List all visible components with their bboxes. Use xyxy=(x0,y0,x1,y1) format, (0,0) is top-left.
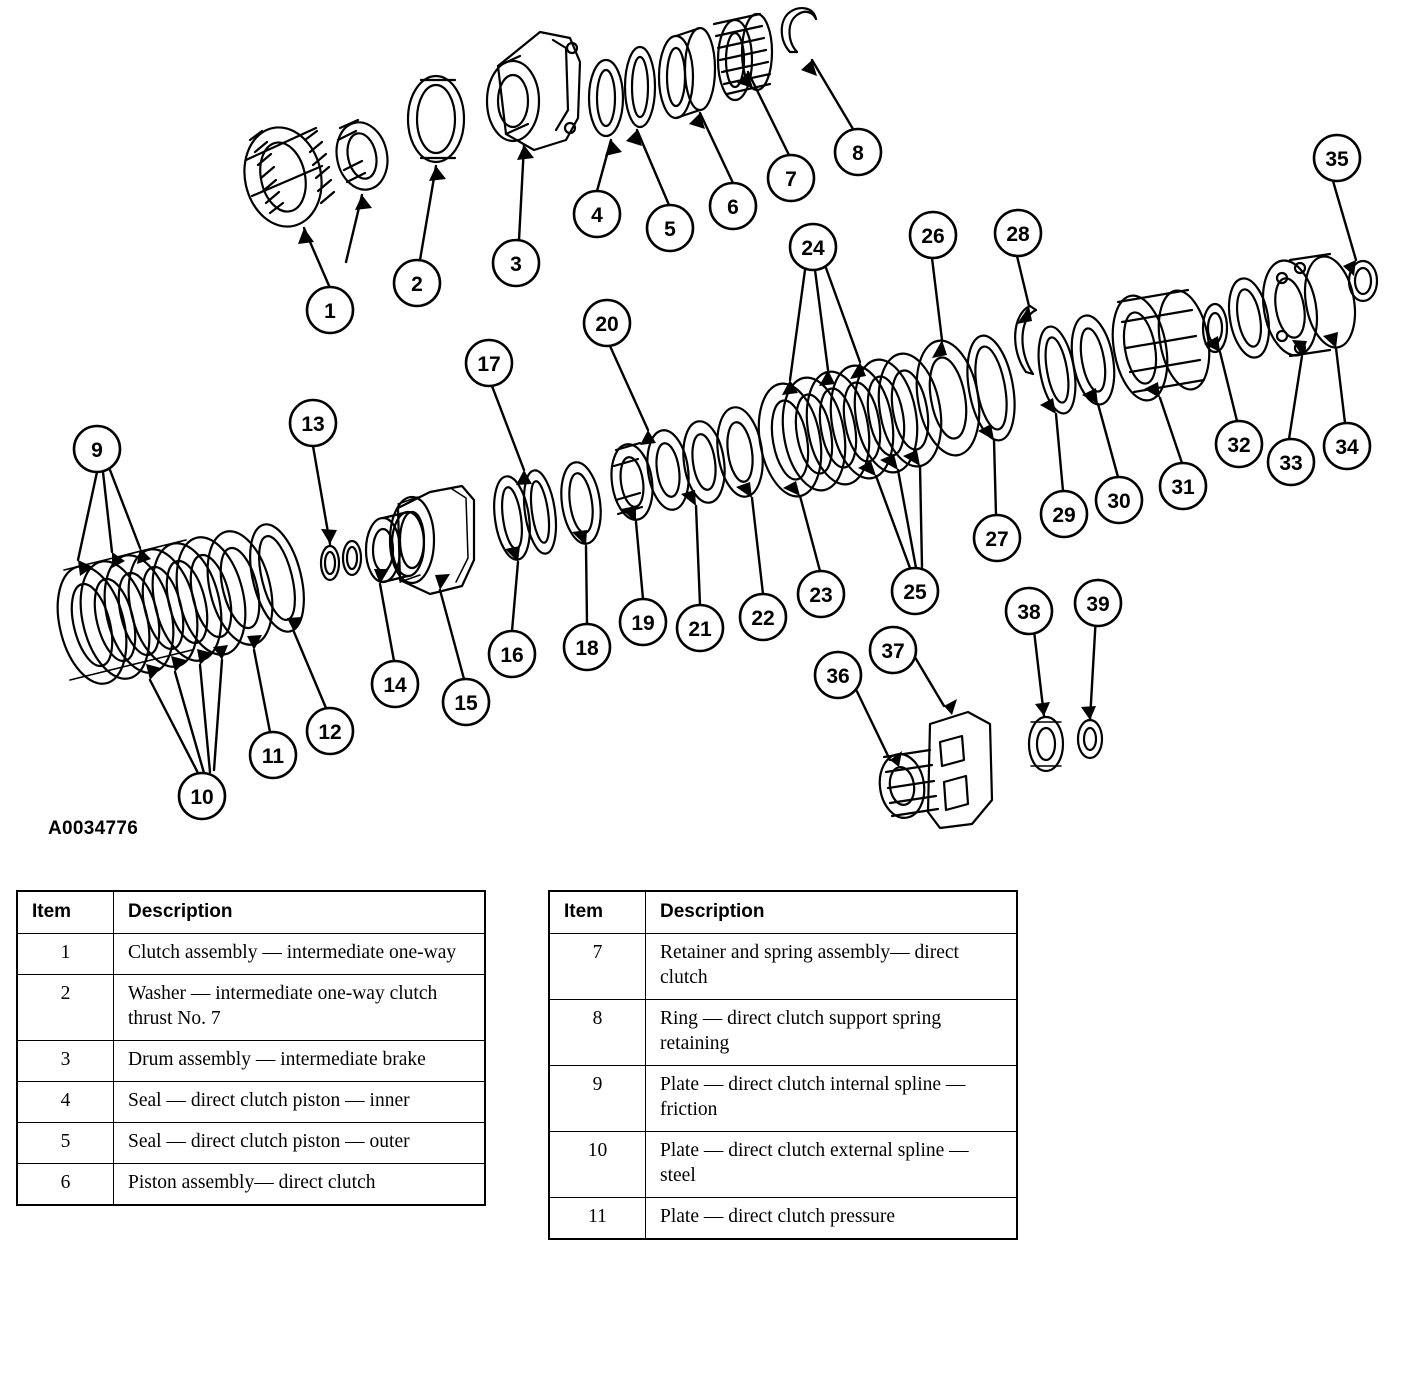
callout-29 xyxy=(1041,491,1087,537)
callout-17 xyxy=(466,340,512,386)
callout-37 xyxy=(870,627,916,673)
column-header-description: Description xyxy=(114,891,486,934)
part-item-number: 7 xyxy=(549,934,646,1000)
callout-number: 19 xyxy=(631,612,655,635)
part-description: Clutch assembly — intermediate one-way xyxy=(114,934,486,975)
part-description: Plate — direct clutch pressure xyxy=(646,1197,1018,1238)
table-row xyxy=(549,1132,1017,1198)
table-row xyxy=(549,1197,1017,1238)
callout-number: 29 xyxy=(1052,504,1076,527)
part-item-number: 5 xyxy=(17,1123,114,1164)
callout-number: 22 xyxy=(751,607,775,630)
part-description: Retainer and spring assembly— direct clutch xyxy=(646,934,1018,1000)
table-row xyxy=(17,1164,485,1205)
callout-19 xyxy=(620,599,666,645)
callout-number: 11 xyxy=(261,745,285,768)
part-14-hub xyxy=(366,512,424,582)
callout-number: 35 xyxy=(1325,148,1349,171)
table-row xyxy=(17,934,485,975)
part-item-number: 10 xyxy=(549,1132,646,1198)
callout-number: 27 xyxy=(985,528,1009,551)
table-row xyxy=(549,1000,1017,1066)
callout-number: 12 xyxy=(318,721,342,744)
part-item-number: 6 xyxy=(17,1164,114,1205)
part-13-washers xyxy=(321,541,361,580)
callout-number: 6 xyxy=(727,196,739,219)
callout-27 xyxy=(974,515,1020,561)
callout-number: 2 xyxy=(411,273,423,296)
table-row xyxy=(549,934,1017,1000)
callout-22 xyxy=(740,594,786,640)
callout-34 xyxy=(1324,423,1370,469)
callout-12 xyxy=(307,708,353,754)
part-26-plate xyxy=(908,336,987,461)
callout-number: 13 xyxy=(301,413,325,436)
figure-id-label: A0034776 xyxy=(48,818,139,839)
part-description: Seal — direct clutch piston — outer xyxy=(114,1123,486,1164)
part-15-cylinder-assembly xyxy=(390,486,474,594)
callout-number: 4 xyxy=(591,204,603,227)
table-row xyxy=(549,1066,1017,1132)
callout-20 xyxy=(584,300,630,346)
callout-number: 36 xyxy=(826,665,850,688)
callout-25 xyxy=(892,568,938,614)
callout-35 xyxy=(1314,135,1360,181)
callout-39 xyxy=(1075,580,1121,626)
callout-number: 24 xyxy=(801,237,825,260)
callout-number: 17 xyxy=(477,353,501,376)
callout-number: 26 xyxy=(921,225,945,248)
callout-number: 15 xyxy=(454,692,478,715)
callout-number: 39 xyxy=(1086,593,1110,616)
callout-2 xyxy=(394,260,440,306)
table-row xyxy=(17,975,485,1041)
callout-33 xyxy=(1268,439,1314,485)
part-31-knurled-drum xyxy=(1105,287,1216,405)
callout-number: 8 xyxy=(852,142,864,165)
column-header-item: Item xyxy=(549,891,646,934)
callout-7 xyxy=(768,155,814,201)
callout-number: 7 xyxy=(785,168,797,191)
part-item-number: 9 xyxy=(549,1066,646,1132)
callout-4 xyxy=(574,191,620,237)
callout-number: 21 xyxy=(688,618,712,641)
callout-number: 32 xyxy=(1227,434,1251,457)
callout-24 xyxy=(790,224,836,270)
callout-number: 33 xyxy=(1279,452,1303,475)
table-header-row xyxy=(17,891,485,934)
callout-number: 34 xyxy=(1335,436,1359,459)
callout-36 xyxy=(815,652,861,698)
callout-number: 14 xyxy=(383,674,407,697)
callout-number: 16 xyxy=(500,644,524,667)
callout-number: 9 xyxy=(91,439,103,462)
callout-23 xyxy=(798,571,844,617)
table-row xyxy=(17,1041,485,1082)
part-item-number: 3 xyxy=(17,1041,114,1082)
part-description: Ring — direct clutch support spring retaining xyxy=(646,1000,1018,1066)
callout-number: 18 xyxy=(575,637,599,660)
part-item-number: 11 xyxy=(549,1197,646,1238)
part-7-retainer-spring xyxy=(714,14,772,100)
callout-13 xyxy=(290,400,336,446)
callout-9 xyxy=(74,426,120,472)
leader-lines xyxy=(78,60,1356,773)
table-row xyxy=(17,1082,485,1123)
callout-26 xyxy=(910,212,956,258)
callout-18 xyxy=(564,624,610,670)
part-item-number: 2 xyxy=(17,975,114,1041)
part-5-outer-seal xyxy=(625,47,655,127)
parts-table-left xyxy=(16,890,486,1206)
part-item-number: 4 xyxy=(17,1082,114,1123)
column-header-description: Description xyxy=(646,891,1018,934)
callout-number: 20 xyxy=(595,313,619,336)
parts-table-right xyxy=(548,890,1018,1240)
part-description: Washer — intermediate one-way clutch thrust No. 7 xyxy=(114,975,486,1041)
callout-14 xyxy=(372,661,418,707)
callout-8 xyxy=(835,129,881,175)
callout-31 xyxy=(1160,463,1206,509)
part-description: Plate — direct clutch external spline — steel xyxy=(646,1132,1018,1198)
part-description: Plate — direct clutch internal spline — friction xyxy=(646,1066,1018,1132)
column-header-item: Item xyxy=(17,891,114,934)
part-12-ring xyxy=(240,519,313,637)
callout-1 xyxy=(307,287,353,333)
part-1-one-way-clutch xyxy=(235,120,334,234)
part-description: Piston assembly— direct clutch xyxy=(114,1164,486,1205)
callout-21 xyxy=(677,605,723,651)
part-33-ring xyxy=(1223,275,1274,360)
callout-number: 10 xyxy=(190,786,214,809)
part-3-drum-assembly xyxy=(487,32,580,150)
callout-3 xyxy=(493,240,539,286)
part-34-carrier xyxy=(1256,253,1362,360)
callout-number: 25 xyxy=(903,581,927,604)
callout-28 xyxy=(995,210,1041,256)
callout-30 xyxy=(1096,477,1142,523)
table-row xyxy=(17,1123,485,1164)
part-2-thrust-washer xyxy=(330,118,393,195)
part-2b-ring xyxy=(408,76,464,162)
part-38-washer xyxy=(1029,717,1063,771)
part-item-number: 8 xyxy=(549,1000,646,1066)
part-description: Drum assembly — intermediate brake xyxy=(114,1041,486,1082)
part-4-inner-seal xyxy=(589,60,623,136)
callout-6 xyxy=(710,183,756,229)
callout-number: 31 xyxy=(1171,476,1195,499)
callout-number: 30 xyxy=(1107,490,1131,513)
part-39-washer xyxy=(1078,720,1102,758)
callout-5 xyxy=(647,205,693,251)
callout-number: 37 xyxy=(881,640,905,663)
callout-10 xyxy=(179,773,225,819)
part-6-piston-assembly xyxy=(659,28,715,118)
callout-number: 3 xyxy=(510,253,522,276)
part-description: Seal — direct clutch piston — inner xyxy=(114,1082,486,1123)
callout-number: 38 xyxy=(1017,601,1041,624)
callout-number: 23 xyxy=(809,584,833,607)
part-36-37-hub-cage xyxy=(876,712,992,828)
callout-38 xyxy=(1006,588,1052,634)
callout-32 xyxy=(1216,421,1262,467)
callout-number: 1 xyxy=(324,300,336,323)
part-item-number: 1 xyxy=(17,934,114,975)
callout-16 xyxy=(489,631,535,677)
callout-number: 28 xyxy=(1006,223,1030,246)
callout-number: 5 xyxy=(664,218,676,241)
callout-15 xyxy=(443,679,489,725)
table-header-row xyxy=(549,891,1017,934)
callout-11 xyxy=(250,732,296,778)
part-8-retaining-ring xyxy=(782,8,816,52)
